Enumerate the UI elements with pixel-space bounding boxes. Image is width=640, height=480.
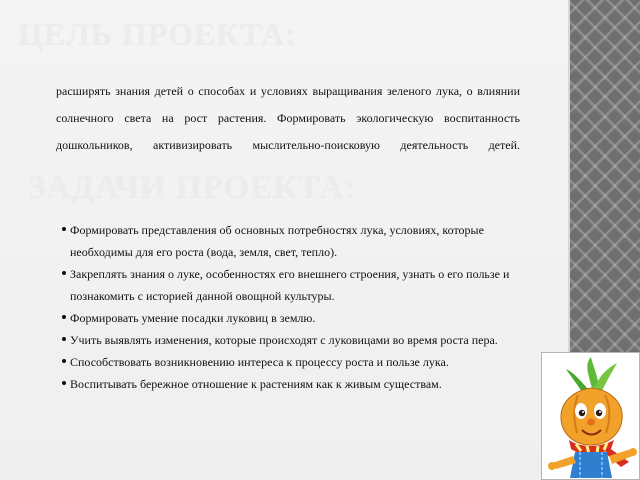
tasks-title: ЗАДАЧИ ПРОЕКТА: <box>28 170 357 206</box>
task-item: Формировать представления об основных потребностях лука, условиях, которые необходимы для его роста (вода, земля, свет, тепло). <box>62 219 532 263</box>
task-item: Способствовать возникновению интереса к процессу роста и пользе лука. <box>62 351 532 373</box>
onion-leaves <box>566 357 617 392</box>
onion-head <box>561 388 622 445</box>
tasks-list <box>62 219 532 395</box>
task-item: Формировать умение посадки луковиц в землю. <box>62 307 532 329</box>
task-item: Закреплять знания о луке, особенностях его внешнего строения, узнать о его пользе и познакомить с историей данной овощной культуры. <box>62 263 532 307</box>
goal-description: расширять знания детей о способах и условиях выращивания зеленого лука, о влиянии солнечного света на рост растения. Формировать экологическую воспитанность дошкольников, активизировать мыслительно-поисковую деятельность детей. <box>56 84 520 152</box>
onion-character-icon <box>542 353 640 480</box>
onion-picture <box>541 352 640 480</box>
task-item: Воспитывать бережное отношение к растениям как к живым существам. <box>62 373 532 395</box>
task-item: Учить выявлять изменения, которые происходят с луковицами во время роста пера. <box>62 329 532 351</box>
goal-title: ЦЕЛЬ ПРОЕКТА: <box>18 16 298 52</box>
